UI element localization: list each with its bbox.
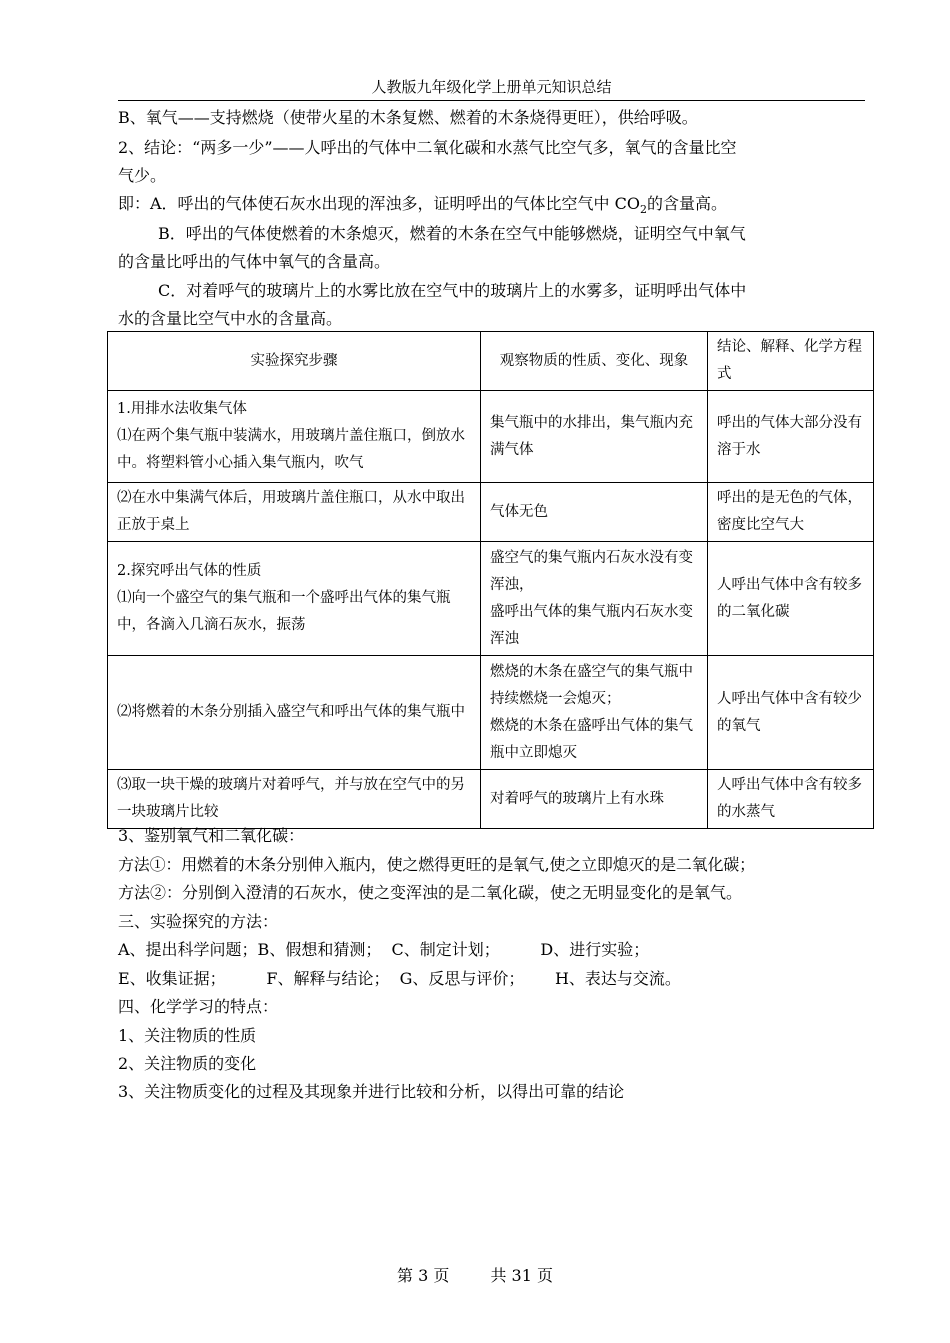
observation-cell: 对着呼气的玻璃片上有水珠 [481,770,708,829]
step-cell: 1.用排水法收集气体 ⑴在两个集气瓶中装满水，用玻璃片盖住瓶口，倒放水中。将塑料管小心插入集气瓶内，吹气 [108,391,481,483]
step-cell: ⑵将燃着的木条分别插入盛空气和呼出气体的集气瓶中 [108,656,481,770]
experiment-table [107,331,874,829]
text-line: C．对着呼气的玻璃片上的水雾比放在空气中的玻璃片上的水雾多，证明呼出气体中 [158,281,747,300]
step-cell: 2.探究呼出气体的性质 ⑴向一个盛空气的集气瓶和一个盛呼出气体的集气瓶中，各滴入几滴石灰水，振荡 [108,542,481,656]
text-line: 三、实验探究的方法： [118,912,279,931]
page-footer [0,1263,950,1286]
step-cell: ⑵在水中集满气体后，用玻璃片盖住瓶口，从水中取出正放于桌上 [108,483,481,542]
text-line: 3、鉴别氧气和二氧化碳： [118,826,305,845]
text-line: 水的含量比空气中水的含量高。 [118,309,343,328]
table-header-row [108,332,874,391]
text-line: 2、结论：“两多一少”——人呼出的气体中二氧化碳和水蒸气比空气多，氧气的含量比空 [118,138,737,157]
conclusion-cell: 人呼出气体中含有较少的氧气 [708,656,874,770]
text-line: 方法①：用燃着的木条分别伸入瓶内，使之燃得更旺的是氧气,使之立即熄灭的是二氧化碳； [118,855,755,874]
page-total: 共 31 页 [490,1266,553,1285]
text-segment: 即：A．呼出的气体使石灰水出现的浑浊多，证明呼出的气体比空气中 [118,194,610,213]
page-header-title: 人教版九年级化学上册单元知识总结 [371,78,612,96]
conclusion-cell: 人呼出气体中含有较多的二氧化碳 [708,542,874,656]
text-line: 2、关注物质的变化 [118,1054,257,1073]
table-row [108,542,874,656]
text-line: E、收集证据； F、解释与结论； G、反思与评价； H、表达与交流。 [118,969,681,988]
text-line: B、氧气——支持燃烧（使带火星的木条复燃、燃着的木条烧得更旺），供给呼吸。 [118,108,698,127]
table-header-cell: 结论、解释、化学方程式 [708,332,874,391]
text-line: 3、关注物质变化的过程及其现象并进行比较和分析，以得出可靠的结论 [118,1082,625,1101]
table-header-cell: 实验探究步骤 [108,332,481,391]
table-row [108,770,874,829]
text-line: 气少。 [118,166,167,185]
conclusion-cell: 人呼出气体中含有较多的水蒸气 [708,770,874,829]
text-line: A、提出科学问题；B、假想和猜测； C、制定计划； D、进行实验； [118,940,650,959]
observation-cell: 燃烧的木条在盛空气的集气瓶中持续燃烧一会熄灭； 燃烧的木条在盛呼出气体的集气瓶中立即熄灭 [481,656,708,770]
table-row [108,483,874,542]
text-line: 的含量比呼出的气体中氧气的含量高。 [118,252,391,271]
page-number: 第 3 页 [397,1266,450,1285]
text-line: B．呼出的气体使燃着的木条熄灭，燃着的木条在空气中能够燃烧，证明空气中氧气 [158,224,746,243]
text-line-co2: 即：A．呼出的气体使石灰水出现的浑浊多，证明呼出的气体比空气中 $CO_2$的含量高。 [118,194,728,217]
table-row [108,391,874,483]
text-line: 四、化学学习的特点： [118,997,279,1016]
observation-cell: 气体无色 [481,483,708,542]
conclusion-cell: 呼出的是无色的气体，密度比空气大 [708,483,874,542]
step-cell: ⑶取一块干燥的玻璃片对着呼气，并与放在空气中的另一块玻璃片比较 [108,770,481,829]
conclusion-cell: 呼出的气体大部分没有溶于水 [708,391,874,483]
table-row [108,656,874,770]
header-rule [118,100,865,101]
co2-formula: $CO_2$ [614,194,648,217]
text-line: 1、关注物质的性质 [118,1026,257,1045]
observation-cell: 盛空气的集气瓶内石灰水没有变浑浊， 盛呼出气体的集气瓶内石灰水变浑浊 [481,542,708,656]
observation-cell: 集气瓶中的水排出，集气瓶内充满气体 [481,391,708,483]
text-line: 方法②：分别倒入澄清的石灰水，使之变浑浊的是二氧化碳，使之无明显变化的是氧气。 [118,883,743,902]
table-header-cell: 观察物质的性质、变化、现象 [481,332,708,391]
